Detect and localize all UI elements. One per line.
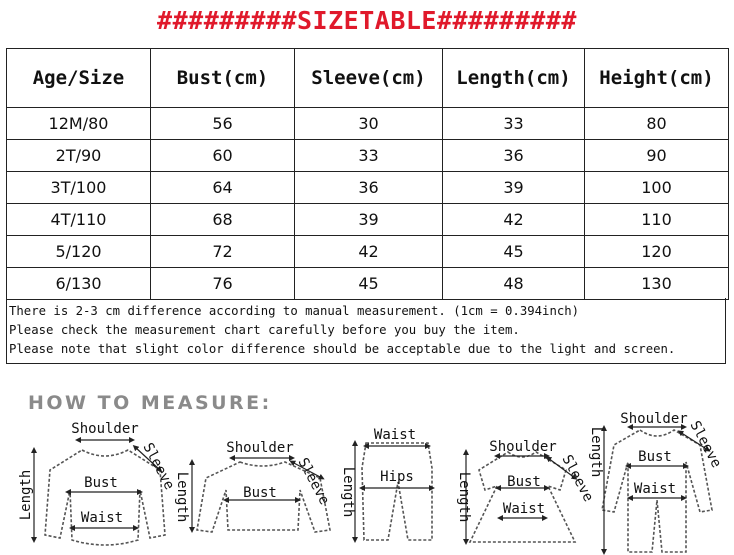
waist-label: Waist [373, 427, 417, 443]
table-cell: 64 [151, 172, 295, 204]
table-cell: 68 [151, 204, 295, 236]
how-to-measure-title: HOW TO MEASURE: [28, 392, 272, 414]
column-header-age-size: Age/Size [7, 49, 151, 108]
table-header-row [7, 49, 729, 108]
sleeve-label: Sleeve [294, 455, 333, 508]
sleeve-label: Sleeve [686, 418, 725, 471]
table-row [7, 268, 729, 300]
length-label: Length [174, 471, 190, 523]
table-cell: 42 [295, 236, 443, 268]
column-header-height: Height(cm) [585, 49, 729, 108]
bust-label: Bust [243, 485, 277, 501]
table-cell: 6/130 [7, 268, 151, 300]
table-cell: 80 [585, 108, 729, 140]
table-row [7, 172, 729, 204]
length-label: Length [340, 466, 356, 518]
table-cell: 110 [585, 204, 729, 236]
dress-diagram [470, 452, 575, 542]
sleeve-label: Sleeve [558, 452, 597, 505]
shoulder-label: Shoulder [71, 421, 139, 437]
shoulder-label: Shoulder [489, 439, 557, 455]
table-cell: 100 [585, 172, 729, 204]
table-cell: 2T/90 [7, 140, 151, 172]
table-cell: 90 [585, 140, 729, 172]
length-label: Length [456, 471, 472, 523]
table-cell: 45 [295, 268, 443, 300]
table-cell: 48 [443, 268, 585, 300]
bust-label: Bust [507, 474, 541, 490]
column-header-length: Length(cm) [443, 49, 585, 108]
table-cell: 120 [585, 236, 729, 268]
table-cell: 30 [295, 108, 443, 140]
table-cell: 45 [443, 236, 585, 268]
shoulder-label: Shoulder [620, 411, 688, 427]
table-cell: 4T/110 [7, 204, 151, 236]
column-header-sleeve: Sleeve(cm) [295, 49, 443, 108]
waist-label: Waist [80, 510, 124, 526]
notes-box [6, 298, 726, 364]
table-row [7, 108, 729, 140]
table-cell: 56 [151, 108, 295, 140]
table-cell: 33 [295, 140, 443, 172]
table-cell: 12M/80 [7, 108, 151, 140]
column-header-bust: Bust(cm) [151, 49, 295, 108]
table-cell: 36 [295, 172, 443, 204]
table-cell: 3T/100 [7, 172, 151, 204]
shoulder-label: Shoulder [226, 440, 294, 456]
size-table [6, 48, 729, 300]
table-cell: 39 [295, 204, 443, 236]
table-row [7, 236, 729, 268]
table-cell: 42 [443, 204, 585, 236]
waist-label: Waist [633, 481, 677, 497]
table-cell: 33 [443, 108, 585, 140]
table-row [7, 204, 729, 236]
length-label: Length [588, 426, 604, 478]
bodysuit-diagram [45, 450, 165, 545]
measurement-diagrams [0, 405, 734, 555]
sleeve-label: Sleeve [139, 440, 178, 493]
table-cell: 60 [151, 140, 295, 172]
table-cell: 130 [585, 268, 729, 300]
pants-diagram [362, 443, 432, 540]
note-measurement-difference: There is 2-3 cm difference according to manual measurement. (1cm = 0.394inch) [9, 304, 580, 318]
length-label: Length [18, 469, 34, 521]
note-color-difference: Please note that slight color difference should be acceptable due to the light and screen. [9, 342, 676, 356]
note-check-chart: Please check the measurement chart carefully before you buy the item. [9, 323, 520, 337]
table-cell: 72 [151, 236, 295, 268]
waist-label: Waist [502, 501, 546, 517]
bust-label: Bust [638, 449, 672, 465]
table-cell: 36 [443, 140, 585, 172]
table-row [7, 140, 729, 172]
table-cell: 5/120 [7, 236, 151, 268]
table-cell: 76 [151, 268, 295, 300]
bust-label: Bust [84, 475, 118, 491]
table-cell: 39 [443, 172, 585, 204]
hips-label: Hips [380, 469, 414, 485]
page-title: #########SIZETABLE######### [157, 6, 577, 35]
